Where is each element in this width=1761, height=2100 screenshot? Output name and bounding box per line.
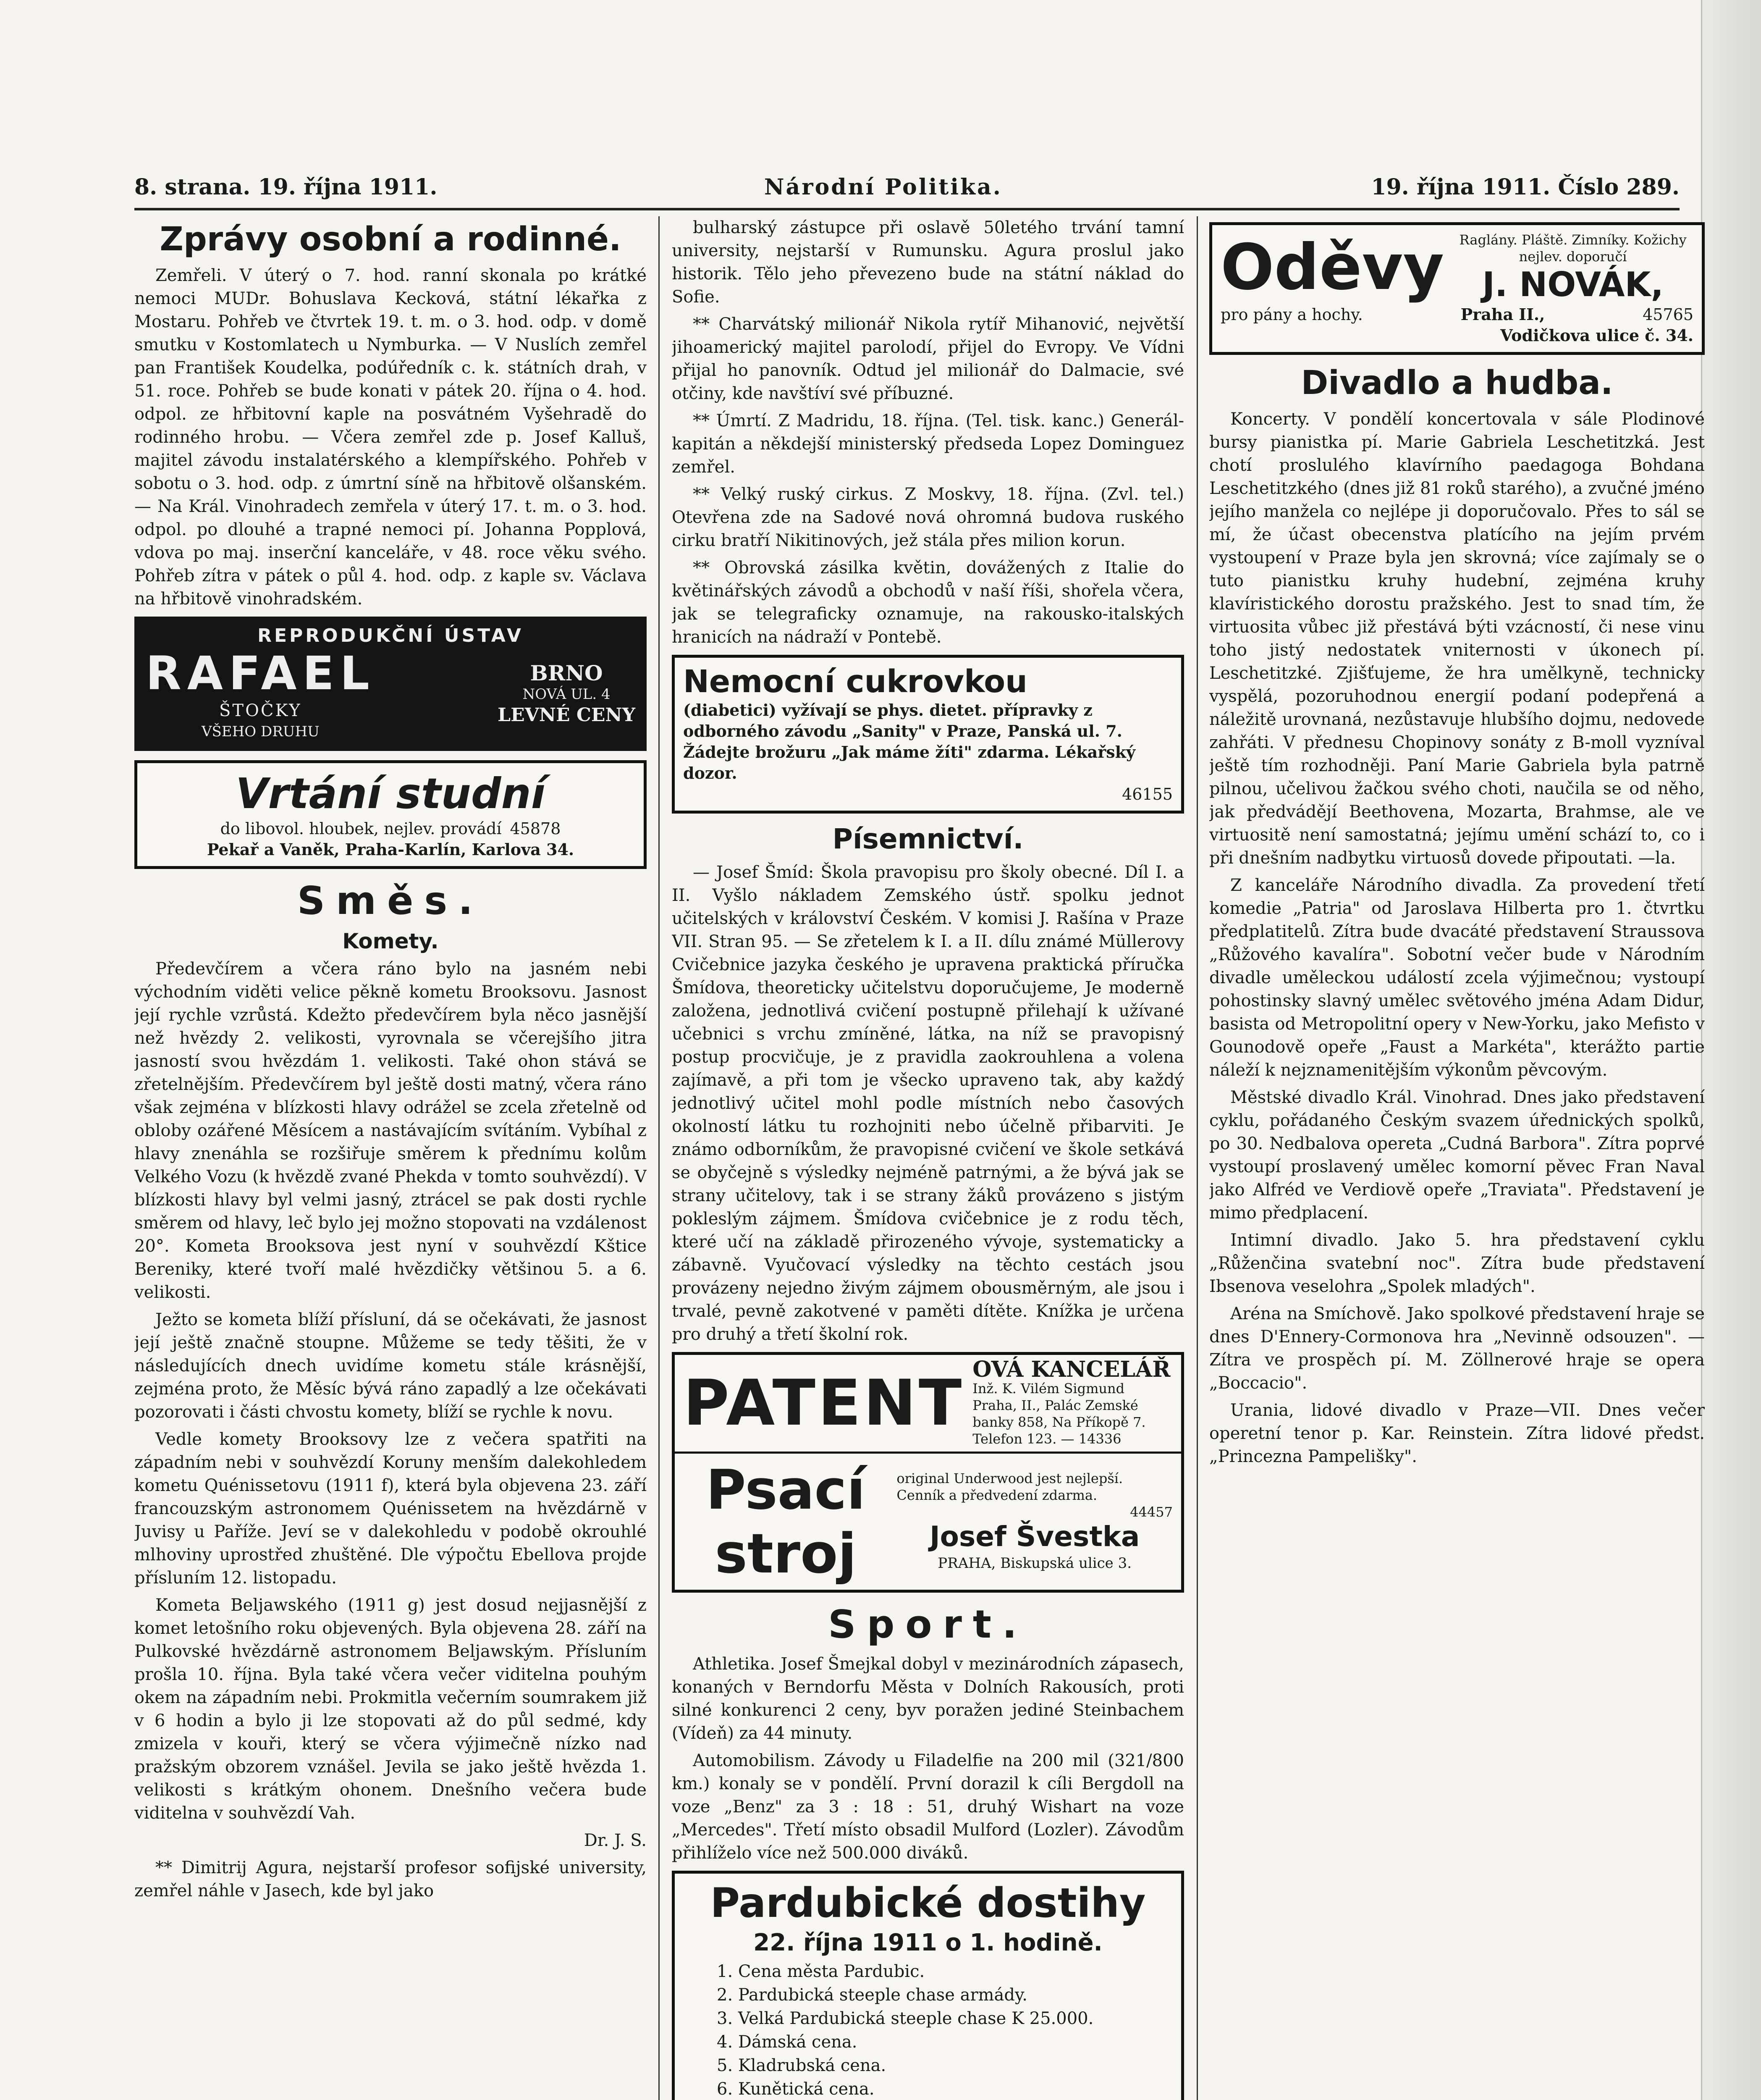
patent-phone: Telefon 123. — 14336 [972, 1431, 1122, 1447]
patent-line2: Praha, II., Palác Zemské [972, 1397, 1138, 1413]
ad-patent [672, 1352, 1184, 1593]
ad-psaci-stroj [675, 1454, 1181, 1590]
odevy-items: Raglány. Pláště. Zimníky. Kožichy nejlev. doporučí [1459, 231, 1687, 265]
news-item: bulharský zástupce při oslavě 50letého trvání tamní university, nejstarší v Rumunsku. Agura proslul jako historik. Tělo jeho převezeno bude na státní náklad do Sofie. [672, 218, 1184, 307]
odevy-big: Oděvy [1221, 231, 1444, 304]
header-issue-number: 19. října 1911. Číslo 289. [1371, 174, 1680, 200]
page-edge [1701, 0, 1761, 2100]
ad-cukrovka [672, 655, 1184, 814]
rafael-city: BRNO [530, 661, 603, 685]
race-item: 4. Dámská cena. [717, 2032, 857, 2052]
psaci-code: 44457 [1130, 1504, 1173, 1520]
ad-rafael [134, 617, 647, 751]
odevy-name: J. NOVÁK, [1482, 265, 1664, 304]
pardubice-title: Pardubické dostihy [710, 1880, 1146, 1927]
pardubice-date: 22. října 1911 o 1. hodině. [753, 1929, 1103, 1956]
ad-vrtani-studni [134, 760, 647, 869]
ad-odevy-novak [1209, 222, 1705, 355]
rafael-addr: NOVÁ UL. 4 [522, 686, 611, 703]
odevy-addr1: Praha II., [1460, 305, 1545, 324]
psaci-line1: original Underwood jest nejlepší. Cenník a předvedení zdarma. [896, 1470, 1123, 1503]
vrtani-line2: Pekař a Vaněk, Praha-Karlín, Karlova 34. [207, 840, 574, 859]
column-rule-1 [658, 216, 660, 2100]
header-page-date: 8. strana. 19. října 1911. [134, 174, 438, 200]
komety-paragraph: Ježto se kometa blíží přísluní, dá se očekávati, že jasnost její ještě značně stoupne. Můžeme se tedy těšiti, že v následujících dnech uvidíme kometu stále krásnější, zejména proto, že Měsíc bývá ráno zapadlý a lze očekávati pozorovati i části chvostu komety, blíží se rychle k novu. [134, 1310, 647, 1422]
psaci-addr: PRAHA, Biskupská ulice 3. [938, 1554, 1132, 1572]
pisemnictvi-text: — Josef Šmíd: Škola pravopisu pro školy obecné. Díl I. a II. Vyšlo nákladem Zemského ústř. spolku jednot učitelských v království Českém. V komisi J. Rašína v Praze VII. Stran 95. — Se zřetelem k I. a II. dílu známé Müllerovy Cvičebnice jazyka českého je upravena praktická příručka Šmídova, theoreticky učitelstvu doporučujeme, Je moderně založena, jednotlivá cvičení postupně přilehají k užívané učebnici s vrchu zmíněné, látka, na níž se pravopisný postup procvičuje, je z pravidla zaokrouhlena a volena zajímavě, a při tom je všecko upraveno tak, aby každý jednotlivý učitel mohl podle místních nebo časových okolností látku tu rozhojniti nebo účelně přibarviti. Je známo odborníkům, že pravopisné cvičení ve škole setkává se obyčejně s výsledky nejméně patrnými, a že bývá jak se strany učitelovy, tak i se strany žáků provázeno s jistým pokleslým zájmem. Šmídova cvičebnice je z rodu těch, které učí na základě přirozeného vývoje, systematicky a zábavně. Vyučovací výsledky na těchto cestách jsou provázeny nejedno živým zájmem obousměrným, ale jsou i trvalé, pevně zakotvené v paměti dítěte. Knížka je určena pro druhý a třetí školní rok. [672, 863, 1184, 1344]
race-item: 6. Kunětická cena. [717, 2079, 875, 2099]
divadlo-paragraph: Aréna na Smíchově. Jako spolkové představení hraje se dnes D'Ennery-Cormonova hra „Nevinně odsouzen". — Zítra ve prospěch pí. M. Zöllnerové hraje se opera „Boccacio". [1209, 1304, 1705, 1393]
komety-paragraph: Kometa Beljawského (1911 g) jest dosud nejjasnější z komet letošního roku objevených. Byla objevena 28. září na Pulkovské hvězdárně astronomem Beljawským. Přísluním prošla 10. října. Byla také včera večer viditelna pouhým okem na západním nebi. Prokmitla večerním soumrakem již v 6 hodin a bylo ji lze stopovati až do půl sedmé, kdy zmizela v kouři, který se včera výjimečně nízko nad pražským obzorem vznášel. Jevila se jako ještě hvězda 1. velikosti s krátkým ohonem. Dnešního večera bude viditelna v souhvězdí Vah. [134, 1596, 647, 1823]
vrtani-line1: do libovol. hloubek, nejlev. provádí [220, 819, 502, 838]
column-2 [672, 216, 1184, 2100]
section-title-divadlo: Divadlo a hudba. [1301, 364, 1613, 402]
patent-firm: OVÁ KANCELÁŘ [972, 1357, 1171, 1382]
section-title-smes: Směs. [297, 878, 484, 923]
race-item: 1. Cena města Pardubic. [717, 1962, 925, 1981]
news-item: ** Obrovská zásilka květin, dovážených z Italie do květinářských závodů a obchodů v naší říši, shořela včera, jak se telegraficky oznamuje, na rakousko-italských hranicích na nádraží v Pontebě. [672, 558, 1184, 647]
patent-line1: Inž. K. Vilém Sigmund [972, 1381, 1125, 1396]
news-item: ** Velký ruský cirkus. Z Moskvy, 18. října. (Zvl. tel.) Otevřena zde na Sadové nová ohromná budova ruského cirku bratří Nikitinových, jež stála přes milion korun. [672, 485, 1184, 550]
cukrovka-text: (diabetici) vyžívají se phys. dietet. přípravky z odborného závodu „Sanity" v Praze, Panská ul. 7. Žádejte brožuru „Jak máme žíti" zdarma. Lékařský dozor. [683, 701, 1136, 782]
patent-line3: banky 858, Na Příkopě 7. [972, 1414, 1146, 1430]
divadlo-paragraph: Intimní divadlo. Jako 5. hra představení cyklu „Růženčina svatební noc". Zítra bude představení Ibsenova veselohra „Spolek mladých". [1209, 1231, 1705, 1296]
psaci-big: Psací stroj [706, 1458, 866, 1586]
race-item: 2. Pardubická steeple chase armády. [717, 1985, 1027, 2005]
cukrovka-code: 46155 [1122, 785, 1173, 803]
vrtani-code: 45878 [510, 819, 561, 838]
race-item: 5. Kladrubská cena. [717, 2056, 886, 2075]
divadlo-paragraph: Koncerty. V pondělí koncertovala v sále Plodinové bursy pianistka pí. Marie Gabriela Leschetitzká. Jest chotí proslulého klavírního paedagoga Bohdana Leschetitzkého (dnes již 81 roků starého), a zvučné jméno jejího manžela co nejlépe ji doporučovalo. Přes to sál se mí, že účast obecenstva platícího na jejím prvém vystoupení v Praze byla jen skrovná; více zajímaly se o tuto pianistku kruhy hudební, zejména kruhy klavíristického dorostu pražského. Jest to snad tím, že virtuosita vůbec již přestává býti vzácností, či nese vinu toho jistý nedostatek vniternosti v úkonech pí. Leschetitzké. Zjišťujeme, že hra umělkyně, technicky vyspělá, pozoruhodnou energií podaní podepřená a náležitě urovnaná, nezůstavuje hlubšího dojmu, nedovede zahřáti. V přednesu Chopinovy sonáty z B-moll vyzníval ještě tím rozhodněji. Paní Marie Gabriela byla patrně pilnou, učelivou žačkou svého choti, naučila se od něho, jak předvádějí Beethovena, Mozarta, Brahmse, ale ve virtuositě není samostatná; jejímu umění schází to, co i při dnešním nadbytku virtuosů dovede připoutati. —la. [1209, 410, 1705, 868]
psaci-name: Josef Švestka [930, 1520, 1140, 1553]
cukrovka-title: Nemocní cukrovkou [683, 664, 1027, 700]
odevy-for: pro pány a hochy. [1221, 305, 1363, 324]
sport-item: Automobilism. Závody u Filadelfie na 200 mil (321/800 km.) konaly se v pondělí. První dorazil k cíli Bergdoll na voze „Benz" za 3 : 18 : 51, druhý Wishart na voze „Mercedes". Třetí místo obsadil Mulford (Lozler). Závodům přihlíželo více než 500.000 diváků. [672, 1751, 1184, 1863]
odevy-addr2: Vodičkova ulice č. 34. [1500, 326, 1693, 345]
subsection-title-komety: Komety. [342, 929, 439, 953]
header-newspaper-title: Národní Politika. [764, 174, 1002, 200]
column-1 [134, 216, 647, 1907]
column-rule-2 [1197, 216, 1198, 2100]
column-3 [1209, 216, 1705, 1473]
sport-item: Athletika. Josef Šmejkal dobyl v mezinárodních zápasech, konaných v Berndorfu Města v Dolních Rakousích, proti silné konkurenci 2 ceny, byv poražen jediné Steinbachem (Vídeň) za 44 minuty. [672, 1654, 1184, 1743]
page-header [134, 170, 1680, 210]
ad-pardubice [672, 1871, 1184, 2100]
divadlo-paragraph: Urania, lidové divadlo v Praze—VII. Dnes večer operetní tenor p. Kar. Reinstein. Zítra lidové předst. „Princezna Pampelišky". [1209, 1401, 1705, 1466]
race-item: 3. Velká Pardubická steeple chase K 25.000. [717, 2009, 1094, 2028]
odevy-code: 45765 [1643, 305, 1693, 324]
section-title-zpravy: Zprávy osobní a rodinné. [160, 220, 621, 258]
rafael-brand: RAFAEL [146, 646, 375, 700]
patent-big: PATENT [683, 1367, 964, 1440]
komety-paragraph: Předevčírem a včera ráno bylo na jasném nebi východním viděti velice pěkně kometu Brooksovu. Jasnost její rychle vzrůstá. Kdežto předevčírem byla něco jasnější než hvězdy 2. velikosti, vyrovnala se včerejšího jitra jasností svou hvězdám 1. velikosti. Také ohon stává se zřetelnějším. Předevčírem byl ještě dosti matný, včera ráno však zejména v blízkosti hlavy odrážel se zcela zřetelně od obloby ozářené Měsícem a nastávajícím svítáním. Vybíhal z hlavy znenáhla se rozšiřuje směrem k přednímu kolům Velkého Vozu (k hvězdě zvané Phekda v tomto souhvězdí). V blízkosti hlavy byl velmi jasný, ztrácel se pak dosti rychle směrem od hlavy, leč bylo jej možno stopovati na vzdálenost 20°. Kometa Brooksova jest nyní v souhvězdí Kštice Bereniky, které tvoří malé hvězdičky většinou 5. a 6. velikosti. [134, 959, 647, 1302]
agura-text: ** Dimitrij Agura, nejstarší profesor sofijské university, zemřel náhle v Jasech, kde byl jako [134, 1858, 647, 1900]
komety-signature: Dr. J. S. [584, 1831, 647, 1850]
section-title-sport: Sport. [828, 1602, 1028, 1647]
news-item: ** Charvátský milionář Nikola rytíř Mihanović, největší jihoamerický majitel parolodí, přijel do Evropy. Ve Vídni přijal ho panovník. Odtud jel milionář do Dalmacie, své otčiny, kde navštíví své příbuzné. [672, 315, 1184, 403]
divadlo-paragraph: Městské divadlo Král. Vinohrad. Dnes jako představení cyklu, pořádaného Českým svazem úřednických spolků, po 30. Nedbalova opereta „Cudná Barbora". Zítra poprvé vystoupí proslavený umělec komorní pěvec Fran Naval jako Alfréd ve Verdiově opeře „Traviata". Představení je mimo předplacení. [1209, 1088, 1705, 1223]
komety-paragraph: Vedle komety Brooksovy lze z večera spatřiti na západním nebi v souhvězdí Koruny menším dalekohledem kometu Quénissetovu (1911 f), která byla objevena 23. září francouzským astronomem Quénissetem na hvězdárně v Juvisy u Paříže. Jeví se v dalekohledu v podobě okrouhlé mlhoviny uprostřed zhuštěné. Dle výpočtu Ebellova projde přísluním 12. listopadu. [134, 1430, 647, 1588]
vrtani-title: Vrtání studní [236, 769, 545, 818]
zpravy-text: Zemřeli. V úterý o 7. hod. ranní skonala po krátké nemoci MUDr. Bohuslava Kecková, státní lékařka z Mostaru. Pohřeb ve čtvrtek 19. t. m. o 3. hod. odp. v domě smutku v Kostomlatech u Nymburka. — V Nuslích zemřel pan František Koudelka, podúředník c. k. státních drah, v 51. roce. Pohřeb se bude konati v pátek 20. října o 4. hod. odpol. ze hřbitovní kaple na posvátném Vyšehradě do rodinného hrobu. — Včera zemřel zde p. Josef Kalluš, majitel závodu instalatérského a klempířského. Pohřeb v sobotu o 3. hod. odp. z úmrtní síně na hřbitově olšanském. — Na Král. Vinohradech zemřela v úterý 17. t. m. o 3. hod. odpol. po dlouhé a trapné nemoci pí. Johanna Popplová, vdova po maj. inserční kanceláře, v 48. roce věku svého. Pohřeb zítra v pátek o půl 4. hod. odp. z kaple sv. Václava na hřbitově vinohradském. [134, 266, 647, 609]
section-title-pisemnictvi: Písemnictví. [832, 823, 1024, 855]
rafael-stocky: ŠTOČKY [219, 701, 302, 720]
rafael-line1: REPRODUKČNÍ ÚSTAV [257, 625, 524, 646]
rafael-levne: LEVNÉ CENY [498, 704, 635, 726]
divadlo-paragraph: Z kanceláře Národního divadla. Za provedení třetí komedie „Patria" od Jaroslava Hilberta pro 1. čtvrtku předplatitelů. Zítra bude dvacáté představení Straussova „Růžového kavalíra". Sobotní večer bude v Národním divadle uměleckou událostí zcela výjimečnou; vystoupí pohostinsky slavný umělec světového jména Adam Didur, basista od Metropolitní opery v New-Yorku, jako Mefisto v Gounodově opeře „Faust a Markéta", kterážto partie náleží k nejznamenitějším výkonům pěvcovým. [1209, 876, 1705, 1080]
pardubice-race-list [717, 1960, 1173, 2100]
rafael-druhu: VŠEHO DRUHU [201, 723, 320, 740]
news-item: ** Úmrtí. Z Madridu, 18. října. (Tel. tisk. kanc.) Generál-kapitán a někdejší ministerský předseda Lopez Dominguez zemřel. [672, 411, 1184, 477]
